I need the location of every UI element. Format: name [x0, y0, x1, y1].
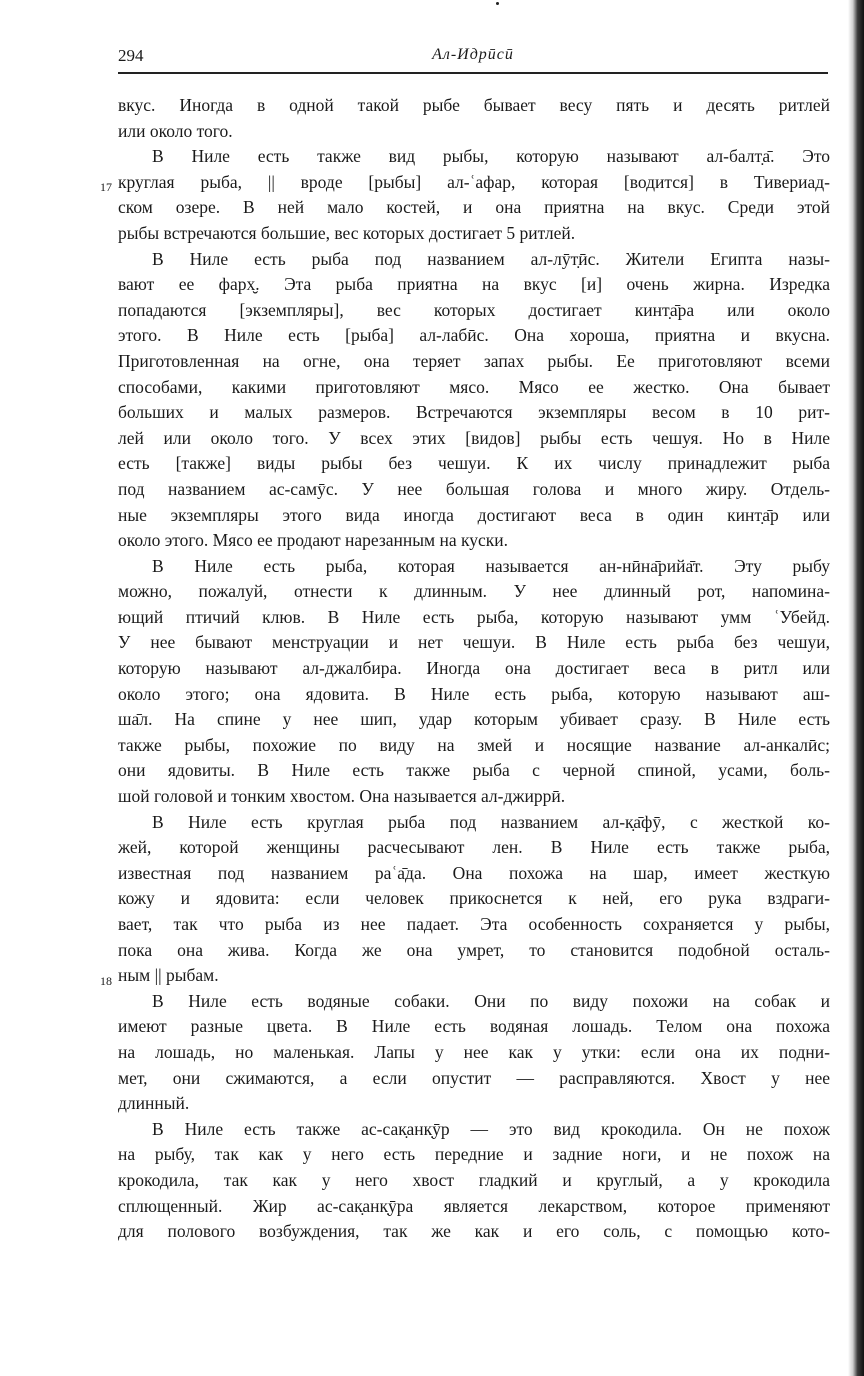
text-line: В Ниле есть водяные собаки. Они по виду похожи на собак и [152, 990, 830, 1011]
text-line: больших и малых размеров. Встречаются экземпляры весом в 10 рит- [118, 402, 830, 423]
text-line: У нее бывают менструации и нет чешуи. В Ниле есть рыба без чешуи, [118, 632, 830, 653]
text-line: В Ниле есть также вид рыбы, которую называют ал-балт̣а̄. Это [152, 146, 830, 167]
text-line: имеют разные цвета. В Ниле есть водяная лошадь. Телом она похожа [118, 1016, 830, 1037]
text-line: сплющенный. Жир ас-сак̣анк̣ӯра является лекарством, которое применяют [118, 1195, 830, 1216]
body-text [118, 93, 830, 1245]
text-line: около этого. Мясо ее продают нарезанным на куски. [118, 530, 508, 551]
text-line: В Ниле есть рыба, которая называется ан-нӣна̄рийа̄т. Эту рыбу [152, 555, 830, 576]
text-line: крокодила, так как у него хвост гладкий и круглый, а у крокодила [118, 1169, 830, 1190]
text-line: вают ее фарх̮. Эта рыба приятна на вкус [и] очень жирна. Изредка [118, 274, 830, 295]
page-number: 294 [118, 46, 144, 65]
text-line: которую называют ал-джалбира. Иногда она достигает веса в ритл или [118, 658, 830, 679]
text-line: вает, так что рыба из нее падает. Эта особенность сохраняется у рыбы, [118, 914, 830, 934]
text-line: есть [также] виды рыбы без чешуи. К их числу принадлежит рыба [118, 453, 830, 474]
text-line: также рыбы, похожие по виду на змей и носящие название ал-анкалӣс; [118, 734, 830, 755]
text-line: способами, какими приготовляют мясо. Мясо ее жестко. Она бывает [118, 376, 830, 397]
text-line: на лошадь, но маленькая. Лапы у нее как у утки: если она их подни- [118, 1041, 830, 1062]
running-title: Ал-Идрӣсӣ [432, 46, 514, 63]
text-line: мет, они сжимаются, а если опустит — расправляются. Хвост у нее [118, 1067, 830, 1088]
text-line: можно, пожалуй, отнести к длинным. У нее длинный рот, напомина- [118, 581, 830, 602]
margin-folio-marker: 18 [100, 974, 112, 988]
text-line: шой головой и тонким хвостом. Она называется ал-джиррӣ. [118, 786, 566, 807]
text-line: В Ниле есть круглая рыба под названием ал-к̣а̄фӯ, с жесткой ко- [152, 811, 830, 832]
text-line: ском озере. В ней мало костей, и она приятна на вкус. Среди этой [118, 197, 830, 218]
text-line: Приготовленная на огне, она теряет запах рыбы. Ее приготовляют всеми [118, 350, 830, 371]
text-line: В Ниле есть рыба под названием ал-лӯт̣ӣс. Жители Египта назы- [152, 248, 830, 269]
text-line: кожу и ядовита: если человек прикоснется к ней, его рука вздраги- [118, 888, 830, 909]
text-line: длинный. [118, 1093, 190, 1114]
text-line: пока она жива. Когда же она умрет, то становится подобной осталь- [118, 939, 830, 960]
text-line: вкус. Иногда в одной такой рыбе бывает весу пять и десять ритлей [118, 95, 830, 115]
text-line: для полового возбуждения, так же как и его соль, с помощью кото- [118, 1221, 830, 1242]
text-line: попадаются [экземпляры], вес которых достигает кинт̣а̄ра или около [118, 299, 830, 320]
text-line: на рыбу, так как у него есть передние и задние ноги, и не похож на [118, 1144, 830, 1165]
text-line: лей или около того. У всех этих [видов] рыбы есть чешуя. Но в Ниле [118, 427, 830, 448]
text-line: ющий птичий клюв. В Ниле есть рыба, которую называют умм ʿУбейд. [118, 606, 830, 627]
scan-speck [496, 2, 499, 5]
text-line: ша̄л. На спине у нее шип, удар которым убивает сразу. В Ниле есть [118, 709, 830, 730]
text-line: рыбы встречаются большие, вес которых достигает 5 ритлей. [118, 222, 576, 243]
text-line: или около того. [118, 120, 233, 141]
text-line: известная под названием раʿа̄да. Она похожа на шар, имеет жесткую [118, 862, 830, 883]
margin-folio-marker: 17 [100, 180, 112, 194]
text-line: они ядовиты. В Ниле есть также рыба с черной спиной, усами, боль- [118, 760, 830, 781]
text-line: ным || рыбам. [118, 965, 219, 986]
book-spine-shadow [848, 0, 864, 1376]
text-line: В Ниле есть также ас-сак̣анк̣ӯр — это вид крокодила. Он не похож [152, 1118, 830, 1139]
text-line: круглая рыба, || вроде [рыбы] ал-ʿафар, которая [водится] в Тивериад- [118, 171, 830, 192]
text-line: этого. В Ниле есть [рыба] ал-лабӣс. Она хороша, приятна и вкусна. [118, 325, 830, 346]
text-line: около этого; она ядовита. В Ниле есть рыба, которую называют аш- [118, 683, 830, 704]
header-rule [118, 72, 828, 74]
text-line: под названием ас-самӯс. У нее большая голова и много жиру. Отдель- [118, 478, 830, 499]
page-header [118, 42, 828, 70]
text-line: ные экземпляры этого вида иногда достигают веса в один кинт̣а̄р или [118, 504, 830, 525]
text-line: жей, которой женщины расчесывают лен. В Ниле есть также рыба, [118, 837, 830, 858]
